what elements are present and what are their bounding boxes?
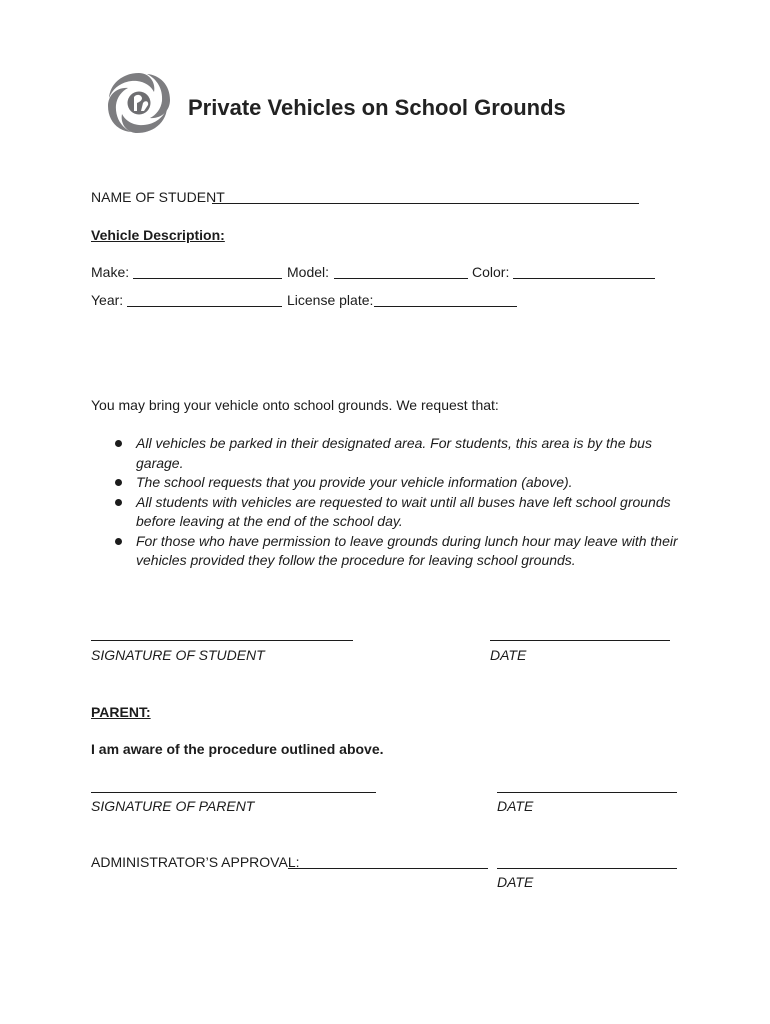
administrator-date-label: DATE bbox=[497, 874, 534, 890]
student-name-field[interactable] bbox=[212, 203, 639, 204]
policy-intro: You may bring your vehicle onto school grounds. We request that: bbox=[91, 397, 499, 413]
page-title: Private Vehicles on School Grounds bbox=[188, 95, 566, 120]
policy-bullet bbox=[112, 434, 692, 473]
parent-statement: I am aware of the procedure outlined above. bbox=[91, 741, 384, 757]
vehicle-section-heading: Vehicle Description: bbox=[91, 227, 225, 243]
license-plate-field[interactable] bbox=[374, 306, 517, 307]
parent-section-heading: PARENT: bbox=[91, 704, 151, 720]
parent-signature-field[interactable] bbox=[91, 792, 376, 793]
administrator-approval-label: ADMINISTRATOR’S APPROVAL: bbox=[91, 854, 300, 870]
make-label: Make: bbox=[91, 264, 130, 280]
bullet-dot-icon bbox=[115, 499, 122, 506]
bullet-line: vehicles provided they follow the procedure for leaving school grounds. bbox=[136, 552, 576, 568]
administrator-date-field[interactable] bbox=[497, 868, 677, 869]
policy-bullet bbox=[112, 473, 692, 493]
model-label: Model: bbox=[287, 264, 330, 280]
year-label: Year: bbox=[91, 292, 124, 308]
policy-bullet bbox=[112, 532, 692, 571]
student-name-label: NAME OF STUDENT bbox=[91, 189, 225, 205]
color-field[interactable] bbox=[513, 278, 655, 279]
administrator-approval-field[interactable] bbox=[288, 868, 488, 869]
parent-date-label: DATE bbox=[497, 798, 534, 814]
parent-signature-label: SIGNATURE OF PARENT bbox=[91, 798, 255, 814]
policy-bullet-list bbox=[112, 434, 692, 571]
bullet-dot-icon bbox=[115, 440, 122, 447]
bullet-line: before leaving at the end of the school day. bbox=[136, 513, 403, 529]
student-date-label: DATE bbox=[490, 647, 527, 663]
make-field[interactable] bbox=[133, 278, 282, 279]
bullet-line: All vehicles be parked in their designated area. For students, this area is by the bus bbox=[136, 435, 652, 451]
bullet-dot-icon bbox=[115, 538, 122, 545]
policy-bullet bbox=[112, 493, 692, 532]
license-plate-label: License plate: bbox=[287, 292, 374, 308]
student-signature-label: SIGNATURE OF STUDENT bbox=[91, 647, 265, 663]
bullet-line: All students with vehicles are requested to wait until all buses have left school grounds bbox=[136, 493, 671, 510]
bullet-line: garage. bbox=[136, 454, 184, 471]
model-field[interactable] bbox=[334, 278, 468, 279]
color-label: Color: bbox=[472, 264, 510, 280]
parent-date-field[interactable] bbox=[497, 792, 677, 793]
student-date-field[interactable] bbox=[490, 640, 670, 641]
school-swirl-logo-icon bbox=[104, 70, 174, 136]
bullet-line: The school requests that you provide your vehicle information (above). bbox=[136, 474, 573, 490]
bullet-dot-icon bbox=[115, 479, 122, 486]
year-field[interactable] bbox=[127, 306, 282, 307]
bullet-line: For those who have permission to leave grounds during lunch hour may leave with their bbox=[136, 532, 678, 549]
student-signature-field[interactable] bbox=[91, 640, 353, 641]
